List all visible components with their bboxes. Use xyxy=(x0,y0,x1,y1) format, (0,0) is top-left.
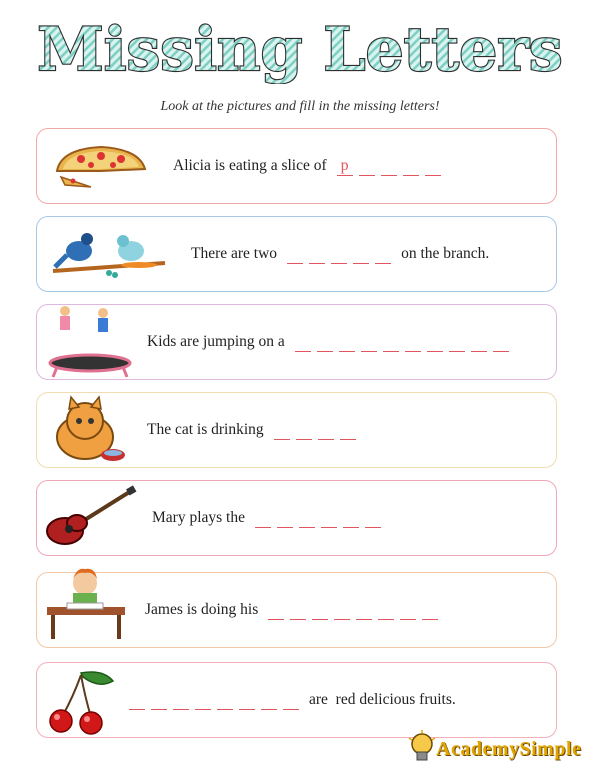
instructions: Look at the pictures and fill in the missing letters! xyxy=(160,99,440,114)
letter-blank[interactable] xyxy=(274,421,290,440)
letter-blank[interactable] xyxy=(255,509,271,528)
letter-blank[interactable] xyxy=(422,601,438,620)
sentence-before: Alicia is eating a slice of xyxy=(173,157,327,174)
sentence-before: There are two xyxy=(191,245,278,262)
letter-blank[interactable] xyxy=(334,601,350,620)
letter-blank[interactable] xyxy=(283,691,299,710)
sentence xyxy=(129,663,456,737)
sentence xyxy=(173,129,451,203)
letter-blank[interactable] xyxy=(356,601,372,620)
sentence-before: James is doing his xyxy=(145,601,259,618)
letter-blank[interactable] xyxy=(353,245,369,264)
sentence xyxy=(191,217,489,291)
logo-text: AcademySimple xyxy=(436,738,582,760)
cat-icon xyxy=(47,395,132,469)
letter-blank[interactable] xyxy=(339,333,355,352)
sentence xyxy=(145,573,448,647)
sentence-row xyxy=(36,392,557,468)
sentence-row xyxy=(36,480,557,556)
pizza-icon xyxy=(51,141,151,195)
sentence-row xyxy=(36,128,557,204)
cherries-icon xyxy=(43,667,118,739)
letter-blank[interactable] xyxy=(493,333,509,352)
answer-blanks[interactable] xyxy=(129,691,299,710)
sentence xyxy=(147,305,519,379)
letter-blank[interactable] xyxy=(340,421,356,440)
letter-blank[interactable] xyxy=(217,691,233,710)
sentence xyxy=(152,481,391,555)
page-title xyxy=(0,6,600,84)
letter-blank[interactable] xyxy=(290,601,306,620)
answer-blanks[interactable] xyxy=(295,333,509,352)
letter-blank[interactable] xyxy=(343,509,359,528)
letter-blank[interactable] xyxy=(277,509,293,528)
answer-blanks[interactable] xyxy=(274,421,356,440)
academysimple-logo xyxy=(408,728,598,772)
answer-blanks[interactable] xyxy=(337,157,441,176)
letter-blank[interactable] xyxy=(309,245,325,264)
letter-blank[interactable] xyxy=(365,509,381,528)
sentence-after: on the branch. xyxy=(401,245,490,262)
letter-blank[interactable] xyxy=(268,601,284,620)
letter-blank[interactable] xyxy=(321,509,337,528)
lightbulb-icon xyxy=(408,730,438,770)
letter-blank[interactable] xyxy=(400,601,416,620)
answer-blanks[interactable] xyxy=(287,245,391,264)
letter-blank[interactable] xyxy=(361,333,377,352)
letter-blank[interactable] xyxy=(403,157,419,176)
letter-blank[interactable] xyxy=(375,245,391,264)
trampoline-icon xyxy=(45,303,135,382)
answer-blanks[interactable] xyxy=(255,509,381,528)
sentence-before: Mary plays the xyxy=(152,509,245,526)
sentence-after: are red delicious fruits. xyxy=(309,691,456,708)
letter-blank[interactable] xyxy=(173,691,189,710)
letter-blank[interactable] xyxy=(296,421,312,440)
letter-blank[interactable] xyxy=(405,333,421,352)
letter-blank[interactable] xyxy=(287,245,303,264)
letter-blank[interactable] xyxy=(239,691,255,710)
letter-blank[interactable] xyxy=(383,333,399,352)
letter-blank[interactable] xyxy=(317,333,333,352)
letter-blank[interactable] xyxy=(381,157,397,176)
birds-icon xyxy=(49,227,169,286)
letter-blank[interactable] xyxy=(299,509,315,528)
sentence-before: Kids are jumping on a xyxy=(147,333,285,350)
sentence xyxy=(147,393,366,467)
letter-blank[interactable] xyxy=(331,245,347,264)
sentence-row xyxy=(36,662,557,738)
letter-blank[interactable]: p xyxy=(337,157,353,176)
sentence-row xyxy=(36,216,557,292)
letter-blank[interactable] xyxy=(312,601,328,620)
letter-blank[interactable] xyxy=(427,333,443,352)
sentence-row xyxy=(36,304,557,380)
letter-blank[interactable] xyxy=(378,601,394,620)
letter-blank[interactable] xyxy=(425,157,441,176)
letter-blank[interactable] xyxy=(449,333,465,352)
letter-blank[interactable] xyxy=(261,691,277,710)
letter-blank[interactable] xyxy=(471,333,487,352)
letter-blank[interactable] xyxy=(129,691,145,710)
letter-blank[interactable] xyxy=(295,333,311,352)
letter-blank[interactable] xyxy=(359,157,375,176)
homework-icon xyxy=(43,567,128,646)
letter-blank[interactable] xyxy=(318,421,334,440)
guitar-icon xyxy=(43,485,138,554)
sentence-row xyxy=(36,572,557,648)
answer-blanks[interactable] xyxy=(268,601,438,620)
letter-blank[interactable] xyxy=(151,691,167,710)
sentence-before: The cat is drinking xyxy=(147,421,264,438)
title-text: Missing Letters xyxy=(37,15,563,84)
letter-blank[interactable] xyxy=(195,691,211,710)
